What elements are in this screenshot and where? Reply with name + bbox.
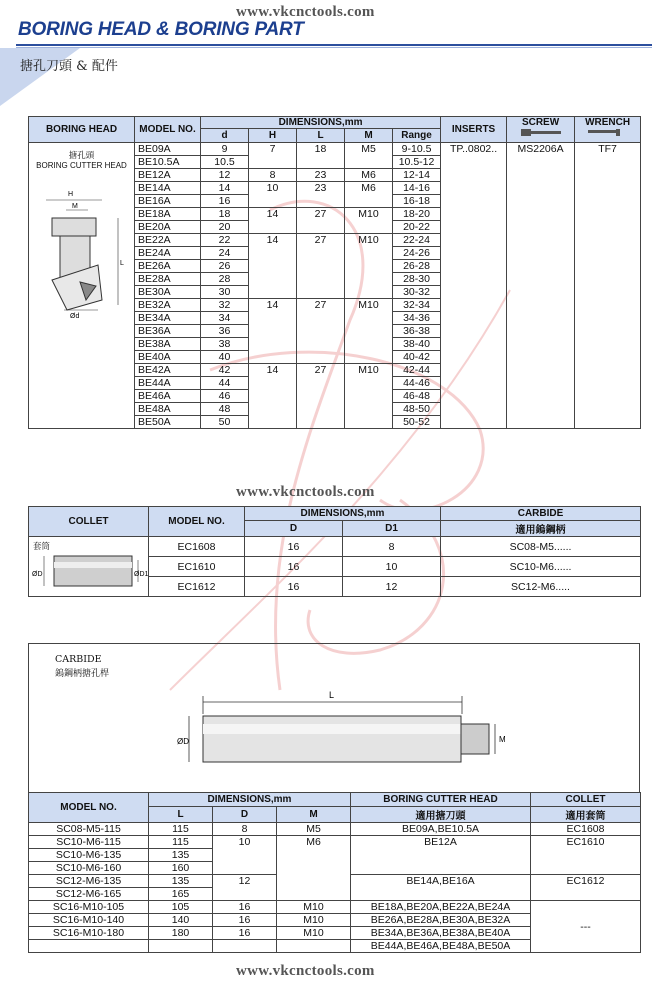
range-cell: 22-24 xyxy=(393,234,441,247)
col-d: d xyxy=(201,129,249,143)
d-cell: 42 xyxy=(201,364,249,377)
model-cell: BE34A xyxy=(135,312,201,325)
l-cell: 27 xyxy=(297,364,345,429)
bar-model-cell: SC10-M6-160 xyxy=(29,862,149,875)
d-cell: 22 xyxy=(201,234,249,247)
range-cell: 42-44 xyxy=(393,364,441,377)
bar-model-cell: SC16-M10-180 xyxy=(29,927,149,940)
model-cell: BE16A xyxy=(135,195,201,208)
bar-collet-cell: EC1610 xyxy=(531,836,641,875)
collet-d-cell: 16 xyxy=(245,577,343,597)
l-cell: 23 xyxy=(297,169,345,182)
h-cell: 10 xyxy=(249,182,297,208)
site-url-bottom: www.vkcnctools.com xyxy=(236,963,375,979)
d-cell: 36 xyxy=(201,325,249,338)
d-cell: 30 xyxy=(201,286,249,299)
bar-d-cell: 16 xyxy=(213,901,277,914)
col-collet-model: MODEL NO. xyxy=(149,507,245,537)
bar-l-cell: 115 xyxy=(149,836,213,849)
collet-table xyxy=(28,506,641,597)
col-bar-m: M xyxy=(277,807,351,823)
bar-head-cell: BE34A,BE36A,BE38A,BE40A xyxy=(351,927,531,940)
col-bar-collet: COLLET xyxy=(531,793,641,807)
bar-d-cell: 16 xyxy=(213,914,277,927)
bar-l-cell: 115 xyxy=(149,823,213,836)
l-cell: 27 xyxy=(297,234,345,299)
col-screw xyxy=(507,117,575,143)
bar-head-cell: BE44A,BE46A,BE48A,BE50A xyxy=(351,940,531,953)
col-model-no: MODEL NO. xyxy=(135,117,201,143)
bar-head-cell: BE18A,BE20A,BE22A,BE24A xyxy=(351,901,531,914)
collet-d1-label: ØD1 xyxy=(133,571,148,578)
bar-d-cell xyxy=(213,940,277,953)
carbide-l-label: L xyxy=(329,690,335,700)
col-l: L xyxy=(297,129,345,143)
screw-cell: MS2206A xyxy=(507,143,575,429)
bar-model-cell xyxy=(29,940,149,953)
col-m: M xyxy=(345,129,393,143)
m-cell: M6 xyxy=(345,182,393,208)
model-cell: BE32A xyxy=(135,299,201,312)
carbide-label: CARBIDE xyxy=(55,654,102,665)
collet-d1-cell: 10 xyxy=(343,557,441,577)
range-cell: 32-34 xyxy=(393,299,441,312)
col-carbide: CARBIDE xyxy=(441,507,641,521)
d-cell: 26 xyxy=(201,260,249,273)
model-cell: BE12A xyxy=(135,169,201,182)
bar-head-cell: BE09A,BE10.5A xyxy=(351,823,531,836)
d-cell: 28 xyxy=(201,273,249,286)
range-cell: 46-48 xyxy=(393,390,441,403)
h-cell: 7 xyxy=(249,143,297,169)
model-cell: BE24A xyxy=(135,247,201,260)
bar-l-cell: 135 xyxy=(149,875,213,888)
bar-d-cell: 12 xyxy=(213,875,277,901)
bar-model-cell: SC10-M6-135 xyxy=(29,849,149,862)
bar-model-cell: SC10-M6-115 xyxy=(29,836,149,849)
d-cell: 44 xyxy=(201,377,249,390)
carbide-cell: SC10-M6...... xyxy=(441,557,641,577)
collet-d-label: ØD xyxy=(31,571,42,578)
carbide-m-label: M xyxy=(499,735,506,744)
model-cell: BE22A xyxy=(135,234,201,247)
d-cell: 24 xyxy=(201,247,249,260)
collet-drawing xyxy=(30,552,148,590)
range-cell: 38-40 xyxy=(393,338,441,351)
collet-d1-cell: 12 xyxy=(343,577,441,597)
boring-head-label-en: BORING CUTTER HEAD xyxy=(36,161,127,170)
col-bar-d: D xyxy=(213,807,277,823)
model-cell: BE48A xyxy=(135,403,201,416)
d-cell: 9 xyxy=(201,143,249,156)
collet-d1-cell: 8 xyxy=(343,537,441,557)
range-cell: 10.5-12 xyxy=(393,156,441,169)
bar-model-cell: SC16-M10-105 xyxy=(29,901,149,914)
range-cell: 20-22 xyxy=(393,221,441,234)
collet-model-cell: EC1608 xyxy=(149,537,245,557)
d-cell: 10.5 xyxy=(201,156,249,169)
range-cell: 44-46 xyxy=(393,377,441,390)
col-bar-head-cn: 適用搪刀頭 xyxy=(351,807,531,823)
boring-head-image-cell xyxy=(29,143,135,429)
table-row xyxy=(29,143,641,156)
table-row xyxy=(29,823,641,836)
col-collet-dimensions: DIMENSIONS,mm xyxy=(245,507,441,521)
bar-collet-cell: --- xyxy=(531,901,641,953)
collet-d-cell: 16 xyxy=(245,537,343,557)
bar-l-cell: 160 xyxy=(149,862,213,875)
page-title: BORING HEAD & BORING PART xyxy=(18,19,304,40)
l-cell: 18 xyxy=(297,143,345,169)
range-cell: 36-38 xyxy=(393,325,441,338)
range-cell: 18-20 xyxy=(393,208,441,221)
h-cell: 14 xyxy=(249,364,297,429)
bar-m-cell: M5 xyxy=(277,823,351,836)
d-cell: 14 xyxy=(201,182,249,195)
bar-collet-cell: EC1612 xyxy=(531,875,641,901)
d-cell: 48 xyxy=(201,403,249,416)
boring-head-table xyxy=(28,116,641,429)
collet-model-cell: EC1610 xyxy=(149,557,245,577)
range-cell: 30-32 xyxy=(393,286,441,299)
col-boring-head: BORING HEAD xyxy=(29,117,135,143)
d-cell: 32 xyxy=(201,299,249,312)
boring-head-label-cn: 搪孔頭 xyxy=(68,151,95,161)
col-collet-d: D xyxy=(245,521,343,537)
l-cell: 23 xyxy=(297,182,345,208)
bar-d-cell: 10 xyxy=(213,836,277,875)
model-cell: BE50A xyxy=(135,416,201,429)
drawing-m-label: M xyxy=(71,203,78,210)
page-subtitle: 搪孔刀頭 & 配件 xyxy=(20,59,118,74)
h-cell: 14 xyxy=(249,299,297,364)
col-screw-label: SCREW xyxy=(521,117,560,128)
col-inserts: INSERTS xyxy=(441,117,507,143)
boring-head-drawing xyxy=(32,170,132,320)
site-url-middle: www.vkcnctools.com xyxy=(236,484,375,500)
bar-model-cell: SC12-M6-165 xyxy=(29,888,149,901)
bar-l-cell: 180 xyxy=(149,927,213,940)
l-cell: 27 xyxy=(297,299,345,364)
table-row xyxy=(29,537,641,557)
d-cell: 34 xyxy=(201,312,249,325)
range-cell: 28-30 xyxy=(393,273,441,286)
model-cell: BE36A xyxy=(135,325,201,338)
carbide-bar-table xyxy=(28,792,641,953)
range-cell: 50-52 xyxy=(393,416,441,429)
col-bar-l: L xyxy=(149,807,213,823)
col-collet-d1: D1 xyxy=(343,521,441,537)
d-cell: 18 xyxy=(201,208,249,221)
col-bar-collet-cn: 適用套筒 xyxy=(531,807,641,823)
bar-l-cell: 140 xyxy=(149,914,213,927)
bar-m-cell: M6 xyxy=(277,836,351,901)
model-cell: BE10.5A xyxy=(135,156,201,169)
h-cell: 14 xyxy=(249,208,297,234)
model-cell: BE26A xyxy=(135,260,201,273)
d-cell: 16 xyxy=(201,195,249,208)
bar-l-cell: 165 xyxy=(149,888,213,901)
col-bar-model: MODEL NO. xyxy=(29,793,149,823)
m-cell: M10 xyxy=(345,208,393,234)
model-cell: BE44A xyxy=(135,377,201,390)
range-cell: 12-14 xyxy=(393,169,441,182)
title-rule xyxy=(16,44,652,46)
d-cell: 38 xyxy=(201,338,249,351)
model-cell: BE30A xyxy=(135,286,201,299)
collet-label-cn: 套筒 xyxy=(33,542,51,552)
drawing-h-label: H xyxy=(67,191,73,198)
m-cell: M10 xyxy=(345,299,393,364)
d-cell: 20 xyxy=(201,221,249,234)
drawing-l-label: L xyxy=(119,260,124,267)
bar-model-cell: SC08-M5-115 xyxy=(29,823,149,836)
bar-l-cell: 135 xyxy=(149,849,213,862)
bar-model-cell: SC12-M6-135 xyxy=(29,875,149,888)
model-cell: BE38A xyxy=(135,338,201,351)
bar-m-cell xyxy=(277,940,351,953)
m-cell: M6 xyxy=(345,169,393,182)
range-cell: 40-42 xyxy=(393,351,441,364)
wrench-cell: TF7 xyxy=(575,143,641,429)
d-cell: 40 xyxy=(201,351,249,364)
carbide-label-cn: 鎢鋼柄搪孔桿 xyxy=(55,669,110,679)
table-row xyxy=(29,901,641,914)
range-cell: 16-18 xyxy=(393,195,441,208)
range-cell: 48-50 xyxy=(393,403,441,416)
collet-model-cell: EC1612 xyxy=(149,577,245,597)
col-bar-head: BORING CUTTER HEAD xyxy=(351,793,531,807)
drawing-d-label: Ød xyxy=(69,313,79,320)
carbide-bar-drawing xyxy=(169,684,506,774)
bar-m-cell: M10 xyxy=(277,901,351,914)
h-cell: 14 xyxy=(249,234,297,299)
title-rule-light xyxy=(16,47,652,48)
model-cell: BE14A xyxy=(135,182,201,195)
insert-cell: TP..0802.. xyxy=(441,143,507,429)
h-cell: 8 xyxy=(249,169,297,182)
col-dimensions: DIMENSIONS,mm xyxy=(201,117,441,129)
d-cell: 46 xyxy=(201,390,249,403)
col-collet: COLLET xyxy=(29,507,149,537)
model-cell: BE20A xyxy=(135,221,201,234)
collet-d-cell: 16 xyxy=(245,557,343,577)
bar-l-cell xyxy=(149,940,213,953)
carbide-bar-panel xyxy=(28,643,640,794)
col-h: H xyxy=(249,129,297,143)
carbide-d-label: ØD xyxy=(177,737,189,746)
col-range: Range xyxy=(393,129,441,143)
bar-d-cell: 8 xyxy=(213,823,277,836)
bar-head-cell: BE14A,BE16A xyxy=(351,875,531,901)
model-cell: BE46A xyxy=(135,390,201,403)
m-cell: M10 xyxy=(345,364,393,429)
wrench-icon xyxy=(586,128,630,137)
d-cell: 12 xyxy=(201,169,249,182)
model-cell: BE28A xyxy=(135,273,201,286)
bar-d-cell: 16 xyxy=(213,927,277,940)
model-cell: BE09A xyxy=(135,143,201,156)
bar-m-cell: M10 xyxy=(277,914,351,927)
l-cell: 27 xyxy=(297,208,345,234)
range-cell: 24-26 xyxy=(393,247,441,260)
bar-head-cell: BE26A,BE28A,BE30A,BE32A xyxy=(351,914,531,927)
model-cell: BE40A xyxy=(135,351,201,364)
range-cell: 34-36 xyxy=(393,312,441,325)
col-bar-dimensions: DIMENSIONS,mm xyxy=(149,793,351,807)
screw-icon xyxy=(519,128,563,137)
bar-head-cell: BE12A xyxy=(351,836,531,875)
m-cell: M5 xyxy=(345,143,393,169)
range-cell: 9-10.5 xyxy=(393,143,441,156)
bar-l-cell: 105 xyxy=(149,901,213,914)
model-cell: BE18A xyxy=(135,208,201,221)
range-cell: 26-28 xyxy=(393,260,441,273)
carbide-cell: SC08-M5...... xyxy=(441,537,641,557)
col-wrench xyxy=(575,117,641,143)
collet-image-cell xyxy=(29,537,149,597)
bar-m-cell: M10 xyxy=(277,927,351,940)
table-row xyxy=(29,836,641,849)
model-cell: BE42A xyxy=(135,364,201,377)
m-cell: M10 xyxy=(345,234,393,299)
col-carbide-cn: 適用鎢鋼柄 xyxy=(441,521,641,537)
col-wrench-label: WRENCH xyxy=(585,117,631,128)
range-cell: 14-16 xyxy=(393,182,441,195)
carbide-cell: SC12-M6..... xyxy=(441,577,641,597)
bar-collet-cell: EC1608 xyxy=(531,823,641,836)
d-cell: 50 xyxy=(201,416,249,429)
site-url-top: www.vkcnctools.com xyxy=(236,4,375,20)
bar-model-cell: SC16-M10-140 xyxy=(29,914,149,927)
